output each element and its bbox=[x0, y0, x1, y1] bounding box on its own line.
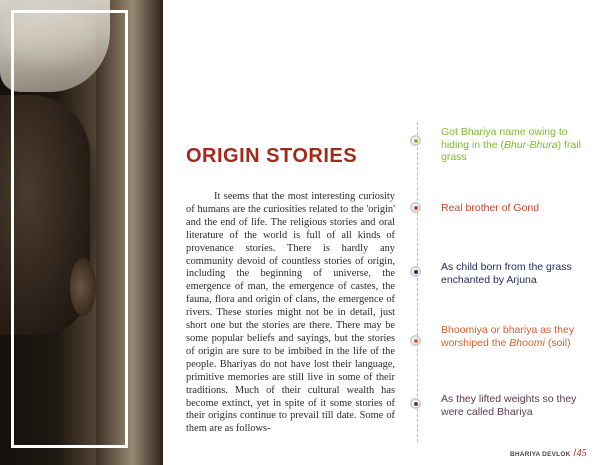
timeline-item-4-tail: (soil) bbox=[544, 336, 571, 349]
timeline-item-4-text: Bhoomiya or bhariya as they worshiped the bbox=[441, 324, 575, 349]
page-title: ORIGIN STORIES bbox=[186, 145, 358, 167]
footer-separator: / bbox=[573, 448, 577, 459]
timeline-item-1-emphasis: Bhur-Bhura bbox=[504, 138, 558, 151]
publication-name: BHARIYA DEVLOK bbox=[510, 451, 571, 458]
timeline-item-4-emphasis: Bhoomi bbox=[509, 336, 545, 349]
timeline-item-1 bbox=[441, 126, 591, 164]
timeline-dot-3 bbox=[410, 266, 421, 277]
timeline-line bbox=[417, 122, 418, 442]
timeline-item-3-text: As child born from the grass enchanted by Arjuna bbox=[441, 261, 572, 286]
cover-photo bbox=[0, 0, 163, 465]
timeline-item-1-text: Got Bhariya name owing to hiding in the ( bbox=[441, 126, 568, 151]
timeline-item-5-text: As they lifted weights so they were called Bhariya bbox=[441, 393, 577, 418]
page-number: 45 bbox=[576, 448, 587, 459]
timeline-dot-2 bbox=[410, 202, 421, 213]
timeline-item-4 bbox=[441, 324, 591, 349]
body-paragraph: It seems that the most interesting curiosity of humans are the curiosities related to the 'origin' and the end of life. The religious stories and oral literature of the world is full of all kinds of provenance stories. There is hardly any community devoid of countless stories of origin, including the beginning of universe, the emergence of man, the emergence of castes, the fauna, flora and origin of clans, the emergence of rivers. These stories might not be in detail, just short one but the stories are there. There may be some popular beliefs and sayings, but the stories of origin are sure to be imbibed in the life of the people. Bhariyas do not have lost their language, primitive memories are still live in some of their traditions. Much of their cultural wealth has become extinct, yet in spite of it some stories of their origins continue to prevail till date. Some of them are as follows- bbox=[186, 191, 395, 435]
timeline-item-2 bbox=[441, 202, 591, 215]
timeline-dot-1 bbox=[410, 135, 421, 146]
page-footer bbox=[510, 448, 587, 459]
photo-frame bbox=[11, 10, 128, 448]
timeline-dot-5 bbox=[410, 398, 421, 409]
timeline-item-1-tail: ) frail grass bbox=[441, 138, 581, 163]
timeline-dot-4 bbox=[410, 335, 421, 346]
timeline-item-3 bbox=[441, 261, 591, 286]
timeline-item-2-text: Real brother of Gond bbox=[441, 202, 540, 214]
timeline-item-5 bbox=[441, 393, 591, 418]
